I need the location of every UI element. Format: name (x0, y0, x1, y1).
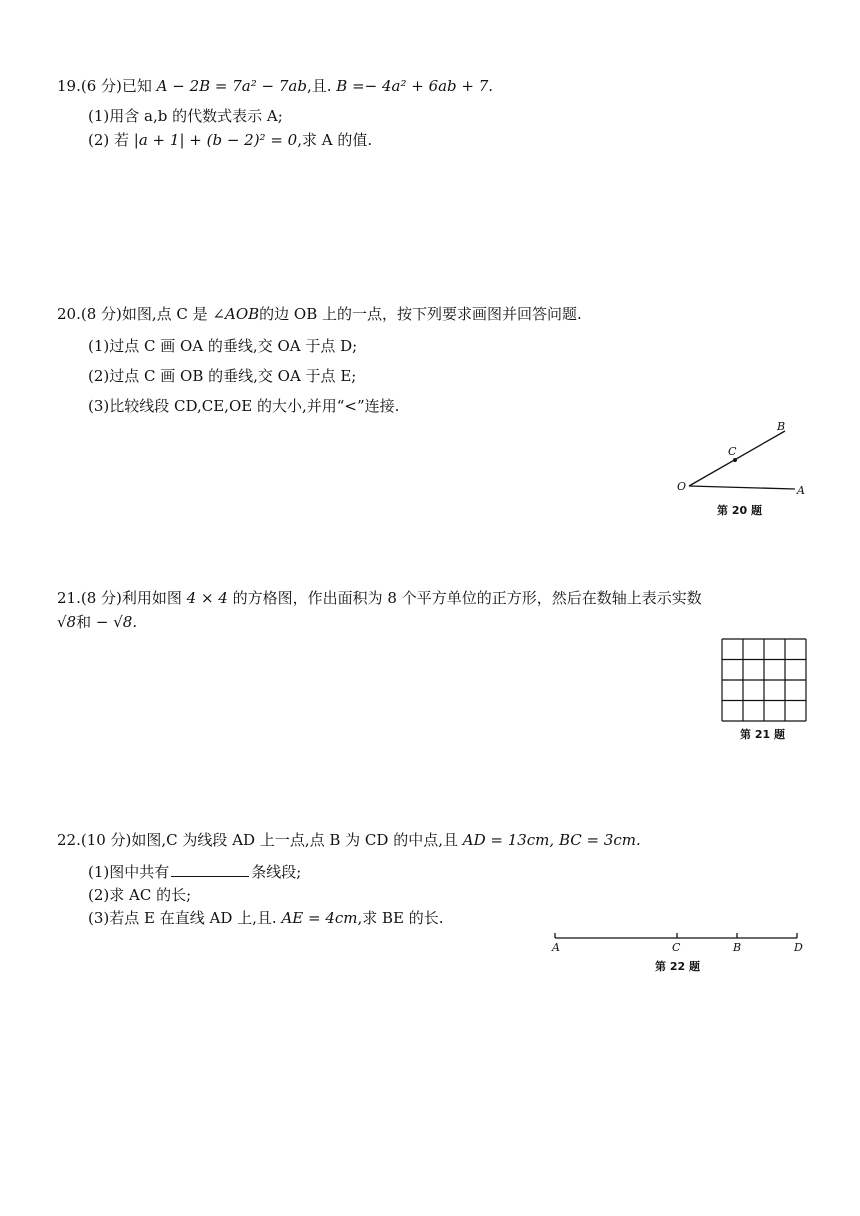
q22-part-2: (2)求 AC 的长; (88, 886, 192, 904)
q21-caption: 第 21 题 (740, 728, 785, 741)
q19-part-1: (1)用含 a,b 的代数式表示 A; (88, 107, 283, 125)
q19-part-2-prefix: (2) 若 (88, 131, 134, 149)
q22-heading (57, 830, 641, 850)
q20-heading (57, 304, 582, 324)
q21-and: 和 (76, 613, 96, 631)
q19-equation-1: A − 2B = 7a² − 7ab (156, 77, 307, 95)
q19-part-2 (88, 130, 372, 150)
label-c: C (672, 941, 681, 954)
q20-number: 20.(8 分)如图,点 C 是 (57, 305, 213, 323)
label-o: O (677, 480, 687, 493)
label-b: B (777, 420, 786, 433)
q22-part-1-prefix: (1)图中共有 (88, 863, 170, 881)
q21-neg-sqrt8: − √8. (95, 613, 138, 631)
q21-grid-size: 4 × 4 (186, 589, 228, 607)
q21-heading (57, 588, 702, 608)
q22-part-3-prefix: (3)若点 E 在直线 AD 上,且. (88, 909, 282, 927)
q22-part-3 (88, 908, 444, 928)
q19-part-2-equation: |a + 1| + (b − 2)² = 0 (133, 131, 298, 149)
ray-oa (689, 486, 795, 489)
q19-connector: ,且. (306, 77, 337, 95)
q21-sqrt8: √8 (57, 613, 77, 631)
q19-number: 19.(6 分)已知 (57, 77, 157, 95)
q22-segment-figure (548, 928, 810, 956)
q19-equation-2: B =− 4a² + 6ab + 7. (336, 77, 494, 95)
q21-number: 21.(8 分)利用如图 (57, 589, 187, 607)
label-a: A (552, 941, 560, 954)
q20-heading-rest: 的边 OB 上的一点，按下列要求画图并回答问题. (259, 305, 582, 323)
q22-answer-blank[interactable] (171, 862, 249, 877)
q22-part-3-equation: AE = 4cm (281, 909, 358, 927)
q22-part-1 (88, 862, 301, 882)
label-a: A (797, 484, 805, 497)
q22-part-3-suffix: ,求 BE 的长. (357, 909, 444, 927)
q20-angle-figure (670, 415, 820, 500)
q21-heading-rest: 的方格图，作出面积为 8 个平方单位的正方形，然后在数轴上表示实数 (227, 589, 702, 607)
q22-number: 22.(10 分)如图,C 为线段 AD 上一点,点 B 为 CD 的中点,且 (57, 831, 463, 849)
label-b: B (733, 941, 742, 954)
label-d: D (794, 941, 803, 954)
q19-heading (57, 76, 493, 96)
q22-part-1-suffix: 条线段; (251, 863, 302, 881)
q21-line-2 (57, 612, 137, 632)
q19-part-2-suffix: ,求 A 的值. (297, 131, 373, 149)
q20-angle: ∠AOB (212, 305, 260, 323)
q20-part-3: (3)比较线段 CD,CE,OE 的大小,并用“<”连接. (88, 397, 400, 415)
ray-ob (689, 431, 785, 486)
q20-part-2: (2)过点 C 画 OB 的垂线,交 OA 于点 E; (88, 367, 357, 385)
q21-grid-figure (721, 638, 807, 722)
point-c (733, 458, 737, 462)
q20-caption: 第 20 题 (717, 504, 762, 517)
q22-given: AD = 13cm, BC = 3cm. (462, 831, 641, 849)
q22-caption: 第 22 题 (655, 960, 700, 973)
q20-part-1: (1)过点 C 画 OA 的垂线,交 OA 于点 D; (88, 337, 358, 355)
label-c: C (728, 445, 737, 458)
